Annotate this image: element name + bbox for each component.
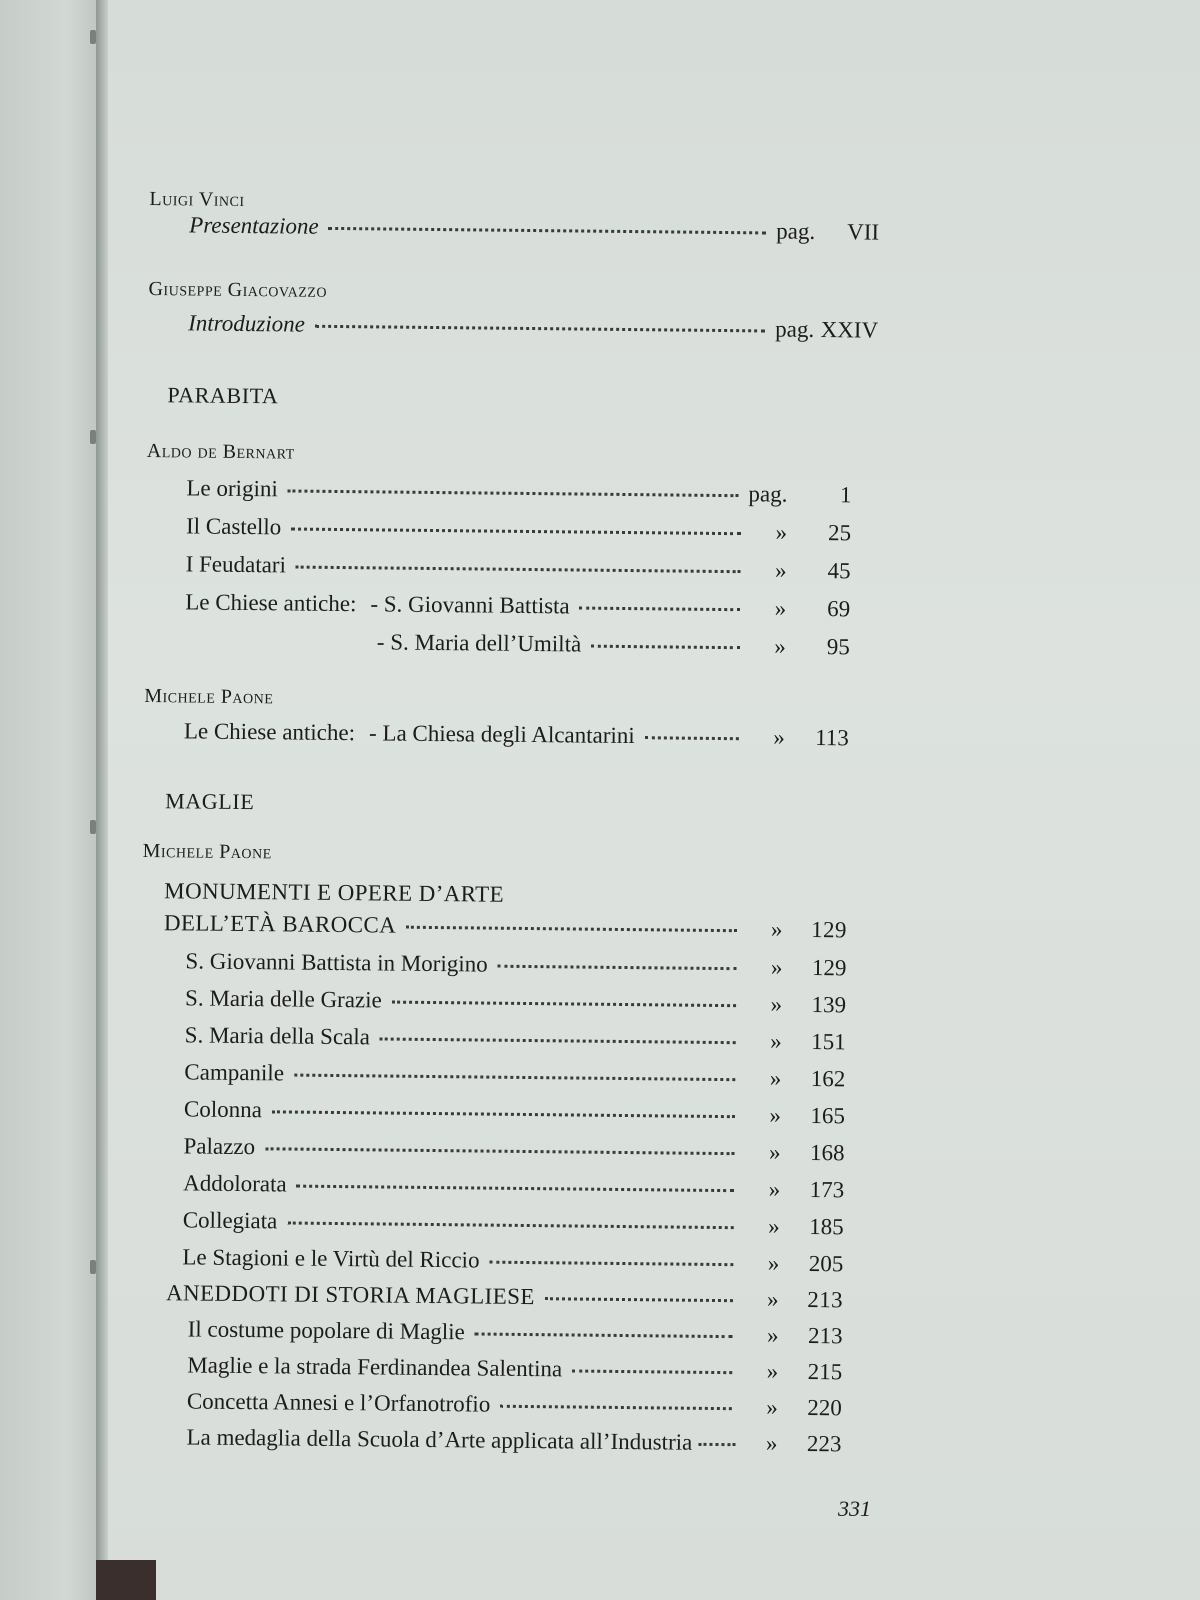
- entry-title: Il Castello: [185, 513, 282, 540]
- author-name: Giuseppe Giacovazzo: [148, 277, 328, 302]
- entry-title: Colonna: [183, 1096, 263, 1123]
- entry-title: S. Maria delle Grazie: [184, 985, 382, 1013]
- entry-title: Palazzo: [183, 1133, 256, 1160]
- page-marker: »: [765, 1430, 778, 1456]
- page-marker: »: [766, 1394, 779, 1420]
- page-marker: »: [769, 1102, 782, 1128]
- book-gutter: [96, 0, 108, 1600]
- page-marker: »: [769, 1065, 782, 1091]
- page-number: 25: [827, 520, 852, 546]
- page-number: XXIV: [820, 317, 879, 343]
- entry-title: Presentazione: [189, 212, 319, 239]
- page-number: 213: [807, 1286, 844, 1313]
- page-marker: »: [770, 991, 783, 1017]
- page-marker: »: [766, 1358, 779, 1384]
- page-marker: pag.: [748, 481, 788, 507]
- part-heading: ANEDDOTI DI STORIA MAGLIESE: [165, 1280, 535, 1310]
- entry-subtitle: - S. Maria dell’Umiltà: [376, 629, 582, 657]
- dot-leader: [406, 925, 737, 932]
- author-name: Michele Paone: [142, 839, 272, 864]
- dot-leader: [572, 1368, 732, 1374]
- dot-leader: [294, 1073, 735, 1082]
- page-marker: »: [770, 1028, 782, 1054]
- dot-leader: [698, 1442, 735, 1446]
- page-number: 223: [806, 1430, 842, 1457]
- page-number: 151: [811, 1028, 846, 1055]
- page-marker: »: [770, 916, 784, 942]
- page-marker: »: [766, 1286, 780, 1312]
- entry-title: Le origini: [186, 475, 278, 502]
- page-marker: pag.: [776, 218, 816, 244]
- entry-title: Introduzione: [188, 310, 306, 337]
- entry-title: Le Chiese antiche:: [185, 589, 357, 617]
- page-number: 1: [839, 482, 852, 508]
- page-marker: »: [768, 1176, 781, 1202]
- page-number: 139: [811, 991, 847, 1018]
- page-marker: »: [768, 1213, 780, 1239]
- entry-title: Le Chiese antiche:: [183, 718, 356, 746]
- page-number: 205: [808, 1250, 844, 1277]
- page-marker: »: [774, 633, 786, 659]
- page-number: 185: [809, 1213, 844, 1240]
- section-heading: MAGLIE: [165, 788, 255, 815]
- toc-entry: [377, 629, 850, 660]
- page-number: 129: [811, 916, 848, 943]
- page-marker: »: [775, 557, 787, 583]
- dot-leader: [288, 488, 739, 497]
- entry-title: La medaglia della Scuola d’Arte applicata all’Industria: [186, 1424, 693, 1455]
- dot-leader: [265, 1146, 735, 1155]
- binding-stitch: [90, 430, 96, 444]
- dot-leader: [500, 1404, 732, 1410]
- page-number: 113: [815, 724, 850, 751]
- page-marker: »: [770, 954, 783, 980]
- entry-title: S. Giovanni Battista in Morigino: [185, 948, 488, 977]
- page-number: 173: [809, 1176, 845, 1203]
- dot-leader: [392, 1000, 736, 1008]
- dot-leader: [475, 1331, 733, 1338]
- author-name: Luigi Vinci: [149, 187, 245, 211]
- dot-leader: [380, 1036, 736, 1044]
- binding-stitch: [90, 1260, 96, 1274]
- entry-title: Concetta Annesi e l’Orfanotrofio: [186, 1388, 491, 1417]
- part-heading: DELL’ETÀ BAROCCA: [163, 910, 397, 938]
- entry-title: Maglie e la strada Ferdinandea Salentina: [187, 1352, 563, 1382]
- entry-title: Addolorata: [183, 1170, 287, 1197]
- dot-leader: [291, 526, 741, 535]
- page-number: 162: [810, 1065, 846, 1092]
- entry-title: Le Stagioni e le Virtù del Riccio: [182, 1244, 480, 1273]
- page-marker: »: [773, 724, 786, 750]
- author-name: Michele Paone: [144, 684, 274, 709]
- binding-stitch: [90, 30, 96, 44]
- binding-stitch: [90, 820, 96, 834]
- entry-title: S. Maria della Scala: [184, 1022, 371, 1050]
- dot-leader: [545, 1296, 733, 1302]
- cover-corner: [96, 1560, 156, 1600]
- page-number: 165: [810, 1102, 846, 1129]
- entry-subtitle: - S. Giovanni Battista: [370, 591, 570, 619]
- page-marker: »: [767, 1250, 780, 1276]
- entry-title: Il costume popolare di Maglie: [187, 1316, 465, 1345]
- entry-title: Collegiata: [182, 1207, 278, 1234]
- page-number: 45: [827, 558, 851, 584]
- page-marker: »: [766, 1322, 779, 1348]
- folio-page-number: 331: [838, 1496, 871, 1521]
- page-marker: »: [775, 519, 788, 545]
- page-number: 215: [807, 1358, 843, 1385]
- dot-leader: [580, 606, 741, 612]
- dot-leader: [645, 735, 739, 740]
- dot-leader: [297, 1184, 735, 1193]
- page-marker: »: [774, 595, 787, 621]
- page-number: 220: [807, 1394, 842, 1421]
- dot-leader: [489, 1260, 733, 1267]
- dot-leader: [498, 964, 737, 971]
- page-number: 69: [827, 596, 851, 622]
- dot-leader: [591, 644, 740, 650]
- page-number: 213: [807, 1322, 843, 1349]
- dot-leader: [315, 324, 765, 333]
- left-page-edge: [0, 0, 96, 1600]
- page-marker: pag.: [775, 316, 815, 342]
- page-marker: »: [768, 1139, 781, 1165]
- entry-subtitle: - La Chiesa degli Alcantarini: [368, 720, 635, 749]
- entry-title: I Feudatari: [185, 551, 287, 578]
- dot-leader: [272, 1109, 735, 1118]
- section-heading: PARABITA: [167, 382, 279, 409]
- page-number: VII: [847, 219, 880, 245]
- dot-leader: [287, 1220, 733, 1229]
- entry-title: Campanile: [184, 1059, 285, 1086]
- page-number: 95: [826, 634, 850, 660]
- page-number: 129: [811, 954, 847, 981]
- author-name: Aldo de Bernart: [146, 439, 295, 464]
- part-heading: MONUMENTI E OPERE D’ARTE: [164, 878, 505, 907]
- dot-leader: [296, 565, 741, 574]
- dot-leader: [329, 226, 767, 235]
- page-number: 168: [809, 1139, 845, 1166]
